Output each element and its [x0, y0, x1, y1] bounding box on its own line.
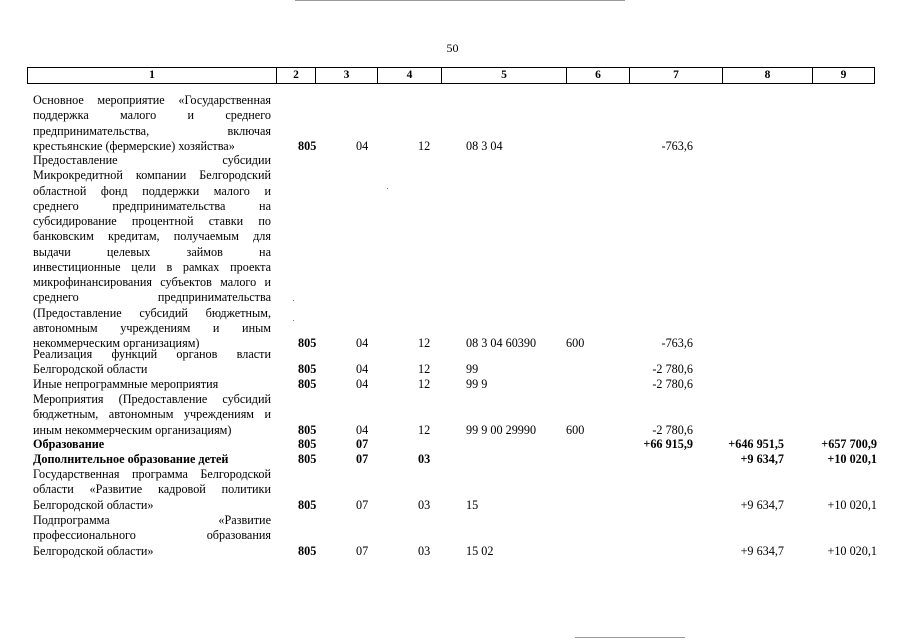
description-line: Белгородской области» — [33, 543, 154, 558]
header-col-6: 6 — [567, 68, 630, 83]
header-col-2: 2 — [277, 68, 316, 83]
cell-col-2: 805 — [298, 422, 317, 437]
cell-col-5: 99 9 00 29990 — [466, 422, 537, 437]
cell-col-2: 805 — [298, 138, 317, 153]
cell-col-2: 805 — [298, 336, 317, 350]
cell-col-5: 99 — [466, 362, 479, 377]
cell-col-5: 08 3 04 — [466, 138, 503, 153]
description-line: банковским кредитам, получаемым для — [33, 229, 271, 244]
cell-col-8: +646 951,5 — [728, 437, 784, 451]
row-description — [33, 392, 271, 438]
description-line: микрофинансирования субъектов малого и — [33, 275, 271, 289]
header-col-3: 3 — [316, 68, 378, 83]
description-line: иным некоммерческим организациям) — [33, 422, 232, 437]
description-line: Микрокредитной компании Белгородский — [33, 168, 271, 183]
description-line: выдачи целевых займов на — [33, 244, 271, 259]
cell-col-4: 12 — [418, 422, 431, 437]
cell-col-2: 805 — [298, 497, 317, 512]
cell-col-3: 07 — [356, 452, 369, 466]
description-line: Основное мероприятие «Государственная — [33, 93, 271, 107]
cell-col-7: -763,6 — [661, 138, 693, 153]
description-line: среднего предпринимательства — [33, 290, 271, 305]
cell-col-3: 07 — [356, 543, 369, 558]
cell-col-3: 07 — [356, 497, 369, 512]
cell-col-6: 600 — [566, 422, 585, 437]
cell-col-8: +9 634,7 — [740, 497, 784, 512]
cell-col-8: +9 634,7 — [740, 543, 784, 558]
scan-speck — [387, 188, 388, 189]
row-description — [33, 377, 271, 392]
header-col-5: 5 — [442, 68, 567, 83]
description-line: некоммерческим организациям) — [33, 336, 200, 350]
cell-col-7: -763,6 — [661, 336, 693, 350]
row-description — [33, 452, 271, 467]
table-header — [27, 67, 875, 84]
cell-col-3: 04 — [356, 422, 369, 437]
cell-col-4: 03 — [418, 452, 431, 466]
cell-col-7: -2 780,6 — [652, 377, 693, 391]
row-description — [33, 513, 271, 559]
cell-col-3: 04 — [356, 362, 369, 377]
cell-col-9: +10 020,1 — [827, 543, 877, 558]
header-col-1: 1 — [28, 68, 277, 83]
cell-col-2: 805 — [298, 377, 317, 391]
cell-col-5: 99 9 — [466, 377, 488, 391]
cell-col-5: 15 02 — [466, 543, 494, 558]
header-col-9: 9 — [840, 69, 847, 81]
description-line: инвестиционные цели в рамках проекта — [33, 259, 271, 274]
cell-col-4: 12 — [418, 336, 431, 350]
description-line: Белгородской области» — [33, 497, 154, 512]
description-line: Иные непрограммные мероприятия — [33, 377, 219, 391]
cell-col-3: 04 — [356, 377, 369, 391]
description-line: Дополнительное образование детей — [33, 452, 229, 466]
scan-edge-top — [295, 0, 625, 1]
description-line: среднего предпринимательства на — [33, 198, 271, 213]
cell-col-2: 805 — [298, 362, 317, 377]
header-col-4: 4 — [378, 68, 442, 83]
row-description — [33, 93, 271, 154]
description-line: Предоставление субсидии — [33, 153, 271, 167]
row-description — [33, 437, 271, 452]
row-description — [33, 153, 271, 351]
cell-col-7: -2 780,6 — [652, 362, 693, 377]
cell-col-2: 805 — [298, 452, 317, 466]
description-line: предпринимательства, включая — [33, 123, 271, 138]
header-col-7: 7 — [630, 68, 723, 83]
scan-edge-bottom — [575, 637, 685, 638]
cell-col-3: 04 — [356, 138, 369, 153]
description-line: Образование — [33, 437, 105, 451]
description-line: области «Развитие кадровой политики — [33, 482, 271, 497]
description-line: бюджетным, автономным учреждениям и — [33, 407, 271, 422]
description-line: Подпрограмма «Развитие — [33, 513, 271, 527]
description-line: областной фонд поддержки малого и — [33, 183, 271, 198]
description-line: автономным учреждениям и иным — [33, 320, 271, 335]
description-line: Государственная программа Белгородской — [33, 467, 271, 481]
cell-col-4: 12 — [418, 138, 431, 153]
description-line: субсидирование процентной ставки по — [33, 214, 271, 228]
page-number: 50 — [446, 41, 459, 55]
cell-col-4: 12 — [418, 362, 431, 377]
description-line: Белгородской области — [33, 362, 148, 377]
cell-col-5: 08 3 04 60390 — [466, 336, 537, 350]
cell-col-9: +10 020,1 — [827, 497, 877, 512]
description-line: крестьянские (фермерские) хозяйства» — [33, 138, 235, 153]
cell-col-6: 600 — [566, 336, 585, 350]
description-line: поддержка малого и среднего — [33, 108, 271, 123]
cell-col-4: 03 — [418, 497, 431, 512]
scan-speck — [293, 300, 294, 301]
header-col-8: 8 — [723, 68, 813, 83]
description-line: (Предоставление субсидий бюджетным, — [33, 305, 271, 320]
cell-col-8: +9 634,7 — [740, 452, 784, 466]
cell-col-3: 07 — [356, 437, 369, 451]
cell-col-2: 805 — [298, 437, 317, 451]
scan-speck — [293, 320, 294, 321]
description-line: Реализация функций органов власти — [33, 347, 271, 361]
cell-col-5: 15 — [466, 497, 479, 512]
cell-col-2: 805 — [298, 543, 317, 558]
row-description — [33, 467, 271, 513]
description-line: Мероприятия (Предоставление субсидий — [33, 392, 271, 406]
cell-col-7: -2 780,6 — [652, 422, 693, 437]
cell-col-7: +66 915,9 — [643, 437, 693, 451]
cell-col-9: +10 020,1 — [827, 452, 877, 466]
row-description — [33, 347, 271, 378]
description-line: профессионального образования — [33, 528, 271, 543]
cell-col-4: 12 — [418, 377, 431, 391]
cell-col-3: 04 — [356, 336, 369, 350]
cell-col-4: 03 — [418, 543, 431, 558]
cell-col-9: +657 700,9 — [821, 437, 877, 451]
